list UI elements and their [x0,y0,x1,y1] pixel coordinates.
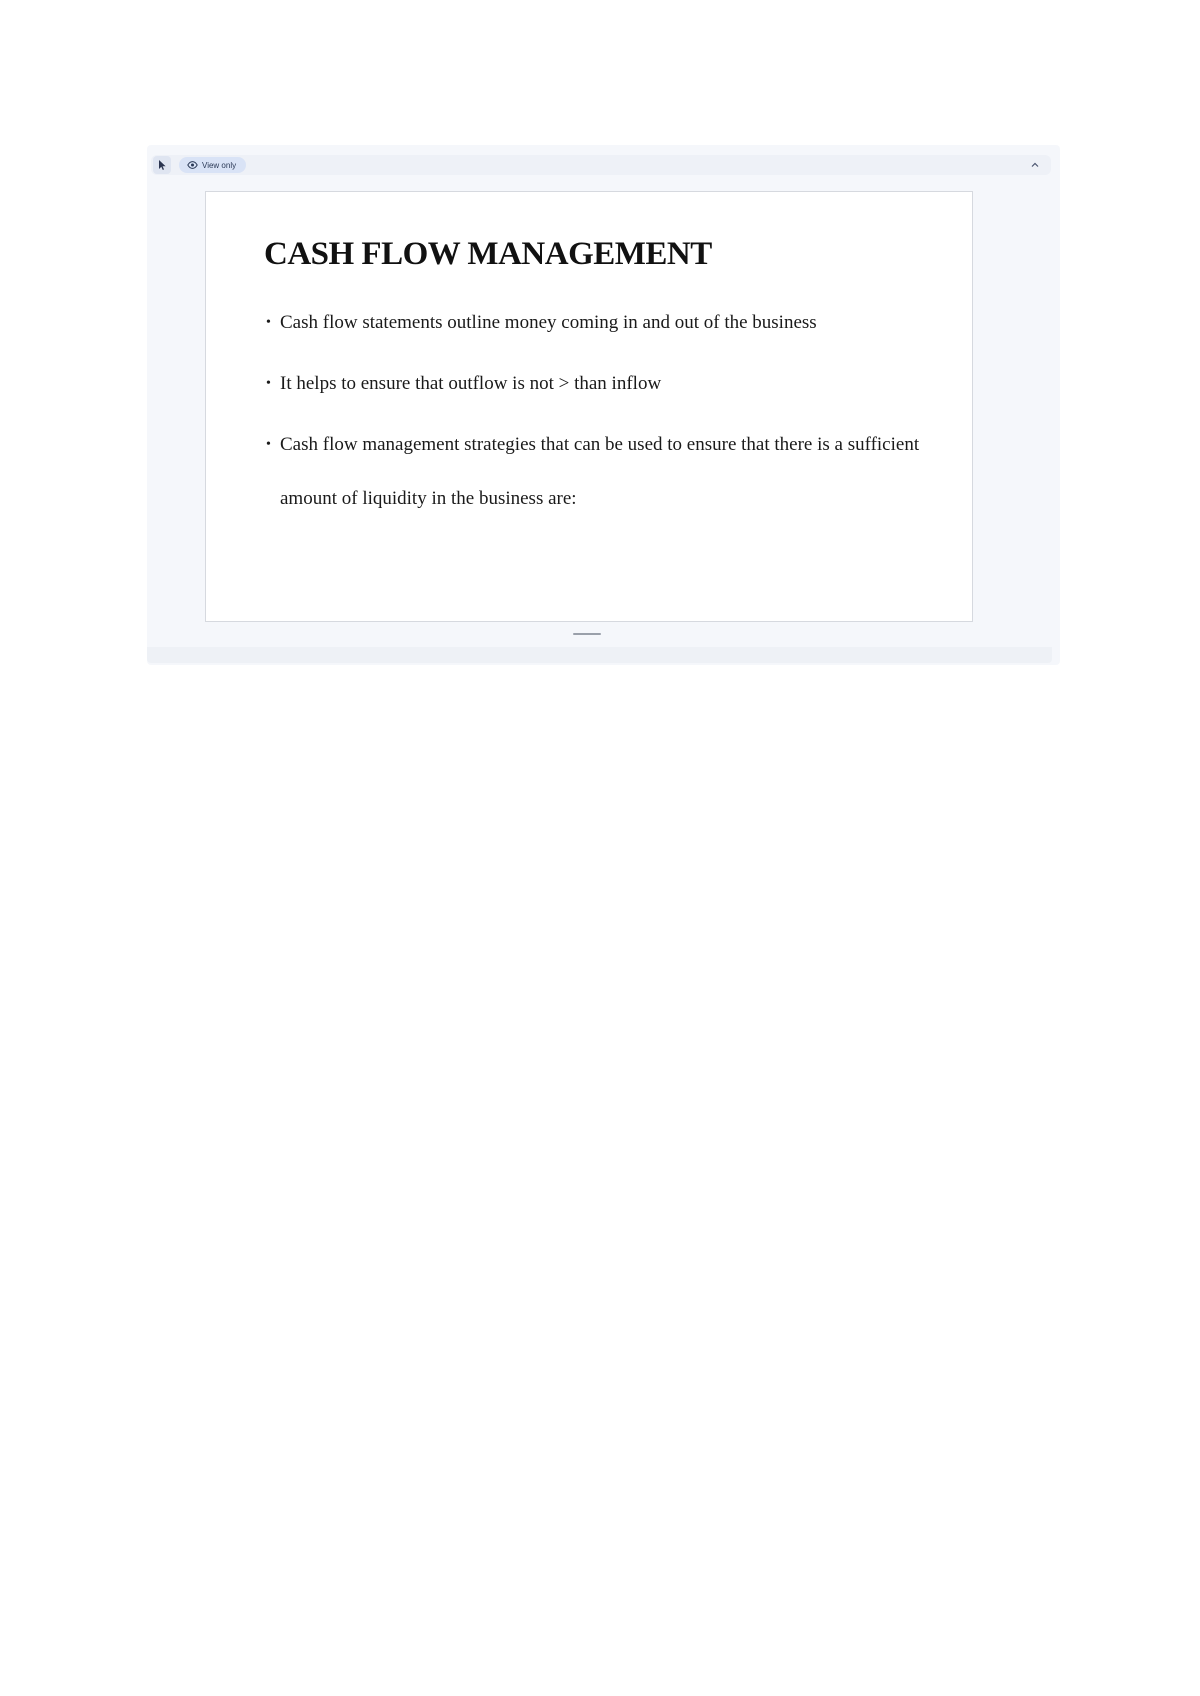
bullet-item [266,310,946,335]
bullet-text: It helps to ensure that outflow is not > than inflow [280,373,662,394]
slide-viewer [147,145,1060,665]
bullet-icon: • [266,315,271,330]
cursor-pointer-icon [157,159,167,171]
view-only-badge[interactable] [179,157,246,173]
bullet-icon: • [266,376,271,391]
slide-title: CASH FLOW MANAGEMENT [264,236,712,272]
bullet-text: Cash flow statements outline money coming in and out of the business [280,312,817,333]
view-only-label: View only [202,160,237,170]
pointer-tool-button[interactable] [153,156,171,174]
eye-icon [187,161,198,169]
slide-canvas [205,191,973,622]
bullet-item [266,371,946,396]
bullet-icon: • [266,437,271,452]
bullet-text: Cash flow management strategies that can be used to ensure that there is a sufficient amount of liquidity in the business are: [280,434,920,509]
viewer-bottom-bar [147,647,1052,663]
viewer-toolbar [151,155,1051,175]
chevron-up-icon [1031,162,1039,168]
resize-handle[interactable] [573,633,601,635]
bullet-item [266,418,946,526]
collapse-button[interactable] [1027,157,1043,173]
bullet-list [266,310,946,562]
